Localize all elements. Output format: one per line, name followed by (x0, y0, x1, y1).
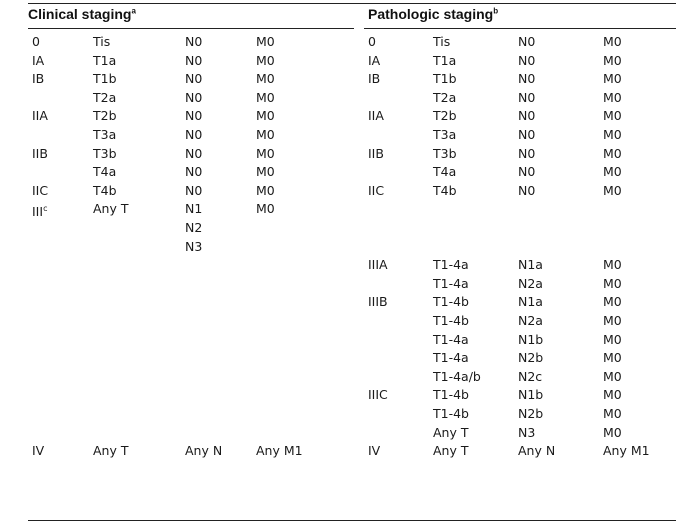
table-row (0, 442, 700, 460)
pathologic-n-cell (518, 126, 535, 144)
pathologic-m-cell (603, 256, 622, 274)
pathologic-n-text: N0 (518, 127, 536, 142)
pathologic-m-cell (603, 424, 622, 442)
pathologic-stage-text: IIC (368, 182, 385, 198)
pathologic-n-text: N0 (518, 108, 536, 124)
pathologic-stage-text: IIA (368, 108, 384, 124)
clinical-n-text: N1 (185, 201, 203, 217)
clinical-m-cell (256, 70, 275, 88)
clinical-m-text: M0 (256, 182, 275, 198)
clinical-m-text: M0 (256, 52, 275, 68)
pathologic-t-text: T3b (433, 145, 457, 161)
pathologic-m-text: M0 (603, 368, 622, 384)
table-row (0, 145, 700, 163)
clinical-n-text: N0 (185, 145, 203, 161)
pathologic-staging-footnote-mark: b (493, 6, 499, 16)
pathologic-m-cell (603, 405, 622, 423)
pathologic-stage-cell (368, 386, 388, 404)
pathologic-t-cell (433, 442, 468, 460)
pathologic-n-cell (518, 368, 542, 386)
pathologic-t-text: T1-4a (433, 257, 469, 273)
pathologic-n-cell (518, 293, 543, 311)
table-row (0, 238, 700, 256)
pathologic-n-text: N1b (518, 387, 544, 403)
clinical-n-text: N0 (185, 89, 203, 105)
pathologic-n-text: N1b (518, 331, 544, 347)
clinical-n-cell (185, 163, 202, 181)
clinical-n-cell (185, 52, 202, 70)
clinical-n-cell (185, 126, 202, 144)
pathologic-n-text: N2b (518, 350, 544, 366)
pathologic-staging-title: Pathologic staging (368, 6, 494, 22)
table-row (0, 312, 700, 330)
table-row (0, 89, 700, 107)
pathologic-n-text: N0 (518, 145, 536, 161)
pathologic-n-cell (518, 107, 535, 125)
pathologic-stage-cell (368, 33, 376, 51)
table-row (0, 126, 700, 144)
clinical-stage-text: IIC (32, 182, 49, 198)
pathologic-n-cell (518, 424, 535, 442)
pathologic-m-text: Any M1 (603, 443, 650, 459)
pathologic-m-text: M0 (603, 145, 622, 161)
pathologic-m-cell (603, 107, 622, 125)
clinical-m-text: M0 (256, 71, 275, 87)
pathologic-n-cell (518, 33, 535, 51)
pathologic-t-text: Any T (433, 443, 469, 459)
clinical-t-text: Any T (93, 201, 129, 217)
pathologic-n-cell (518, 331, 543, 349)
pathologic-staging-header (368, 6, 498, 22)
pathologic-n-text: N0 (518, 52, 536, 68)
pathologic-t-text: T1-4a (433, 350, 469, 366)
clinical-n-cell (185, 200, 202, 218)
pathologic-stage-cell (368, 256, 388, 274)
pathologic-stage-cell (368, 70, 380, 88)
pathologic-stage-cell (368, 293, 388, 311)
pathologic-t-text: T4b (433, 182, 457, 198)
pathologic-t-text: T2a (433, 89, 457, 105)
clinical-m-text: M0 (256, 164, 275, 180)
clinical-staging-footnote-mark: a (131, 6, 136, 16)
pathologic-t-cell (433, 331, 469, 349)
clinical-stage-cell (32, 145, 48, 163)
clinical-stage-text: IV (32, 443, 45, 459)
pathologic-m-text: M0 (603, 164, 622, 180)
pathologic-n-text: N1a (518, 257, 543, 273)
pathologic-n-text: N0 (518, 164, 536, 180)
pathologic-n-cell (518, 70, 535, 88)
pathologic-t-text: T3a (433, 127, 457, 142)
pathologic-t-text: T1-4b (433, 294, 469, 310)
clinical-n-cell (185, 145, 202, 163)
clinical-stage-cell (32, 182, 48, 200)
clinical-t-text: T1a (93, 52, 117, 68)
clinical-t-text: T2b (93, 108, 117, 124)
pathologic-n-cell (518, 89, 535, 107)
clinical-m-cell (256, 182, 275, 200)
pathologic-stage-text: IIIB (368, 294, 388, 310)
clinical-t-cell (93, 70, 117, 88)
clinical-t-text: Tis (93, 34, 111, 49)
pathologic-m-text: M0 (603, 424, 622, 440)
clinical-m-cell (256, 126, 275, 144)
clinical-n-cell (185, 182, 202, 200)
pathologic-n-cell (518, 405, 543, 423)
clinical-t-cell (93, 442, 128, 460)
pathologic-stage-cell (368, 52, 380, 70)
clinical-n-cell (185, 107, 202, 125)
clinical-t-cell (93, 107, 117, 125)
clinical-stage-cell (32, 107, 48, 125)
pathologic-stage-text: 0 (368, 34, 376, 49)
clinical-m-text: M0 (256, 34, 275, 49)
pathologic-m-text: M0 (603, 108, 622, 124)
pathologic-n-text: N0 (518, 34, 536, 49)
table-row (0, 293, 700, 311)
pathologic-m-cell (603, 145, 622, 163)
pathologic-n-text: N2c (518, 368, 543, 384)
clinical-m-cell (256, 442, 303, 460)
clinical-stage-text: IIB (32, 145, 48, 161)
clinical-stage-text: 0 (32, 34, 40, 49)
pathologic-n-text: N2b (518, 406, 544, 421)
pathologic-m-cell (603, 182, 622, 200)
pathologic-stage-text: IIB (368, 145, 384, 161)
clinical-t-cell (93, 200, 128, 218)
pathologic-t-text: T1-4b (433, 387, 469, 403)
clinical-staging-header (28, 6, 136, 22)
clinical-stage-text: IIA (32, 108, 48, 124)
clinical-header-rule (28, 28, 354, 29)
pathologic-m-text: M0 (603, 89, 622, 105)
pathologic-n-text: N0 (518, 71, 536, 87)
pathologic-m-cell (603, 442, 650, 460)
pathologic-t-cell (433, 163, 456, 181)
table-row (0, 405, 700, 423)
pathologic-m-text: M0 (603, 34, 622, 49)
clinical-n-text: N0 (185, 182, 203, 198)
pathologic-t-cell (433, 182, 457, 200)
pathologic-stage-text: IIIA (368, 257, 388, 273)
table-row (0, 349, 700, 367)
clinical-t-text: Any T (93, 443, 129, 459)
pathologic-t-text: T4a (433, 164, 457, 180)
pathologic-t-cell (433, 89, 456, 107)
pathologic-t-text: Any T (433, 424, 469, 440)
pathologic-n-text: N0 (518, 89, 536, 105)
pathologic-m-cell (603, 163, 622, 181)
table-row (0, 256, 700, 274)
table-row (0, 70, 700, 88)
pathologic-t-cell (433, 275, 469, 293)
clinical-n-text: N0 (185, 52, 203, 68)
pathologic-t-cell (433, 107, 457, 125)
clinical-n-text: N2 (185, 220, 203, 235)
pathologic-t-cell (433, 70, 457, 88)
clinical-n-cell (185, 70, 202, 88)
pathologic-m-text: M0 (603, 52, 622, 68)
pathologic-n-cell (518, 349, 543, 367)
clinical-stage-text: IB (32, 71, 45, 87)
clinical-m-cell (256, 52, 275, 70)
pathologic-n-text: N2a (518, 313, 543, 328)
clinical-t-text: T3a (93, 127, 117, 142)
table-row (0, 368, 700, 386)
pathologic-t-cell (433, 349, 469, 367)
table-row (0, 219, 700, 237)
pathologic-stage-cell (368, 107, 384, 125)
clinical-stage-cell (32, 33, 40, 51)
clinical-t-text: T2a (93, 89, 117, 105)
clinical-n-cell (185, 89, 202, 107)
clinical-t-text: T4a (93, 164, 117, 180)
pathologic-n-cell (518, 312, 543, 330)
pathologic-m-text: M0 (603, 313, 622, 328)
pathologic-n-cell (518, 442, 555, 460)
pathologic-m-cell (603, 52, 622, 70)
table-row (0, 200, 700, 218)
pathologic-t-text: T2b (433, 108, 457, 124)
pathologic-m-text: M0 (603, 387, 622, 403)
clinical-n-text: N0 (185, 108, 203, 124)
pathologic-t-text: Tis (433, 34, 451, 49)
pathologic-stage-text: IB (368, 71, 381, 87)
table-row (0, 33, 700, 51)
clinical-n-cell (185, 442, 222, 460)
clinical-stage-cell (32, 70, 44, 88)
clinical-m-text: M0 (256, 127, 275, 142)
pathologic-stage-text: IIIC (368, 387, 388, 403)
clinical-m-text: M0 (256, 89, 275, 105)
pathologic-m-cell (603, 89, 622, 107)
pathologic-m-cell (603, 368, 622, 386)
clinical-t-text: T1b (93, 71, 117, 87)
clinical-t-cell (93, 33, 110, 51)
pathologic-t-cell (433, 424, 468, 442)
pathologic-n-text: N2a (518, 275, 543, 291)
clinical-t-cell (93, 52, 116, 70)
clinical-t-cell (93, 163, 116, 181)
pathologic-n-text: N1a (518, 294, 543, 310)
pathologic-m-text: M0 (603, 294, 622, 310)
clinical-stage-text: III (32, 204, 44, 220)
clinical-t-cell (93, 182, 117, 200)
pathologic-n-text: N3 (518, 424, 536, 440)
clinical-t-cell (93, 145, 117, 163)
pathologic-n-text: Any N (518, 443, 556, 459)
pathologic-n-text: N0 (518, 182, 536, 198)
clinical-staging-title: Clinical staging (28, 6, 132, 22)
clinical-m-cell (256, 89, 275, 107)
pathologic-n-cell (518, 182, 535, 200)
clinical-n-cell (185, 219, 202, 237)
pathologic-t-text: T1-4b (433, 313, 469, 328)
pathologic-m-text: M0 (603, 257, 622, 273)
clinical-t-cell (93, 126, 116, 144)
pathologic-m-text: M0 (603, 71, 622, 87)
pathologic-t-cell (433, 368, 481, 386)
clinical-stage-cell (32, 442, 44, 460)
pathologic-m-text: M0 (603, 182, 622, 198)
clinical-stage-cell (32, 52, 44, 70)
clinical-m-text: M0 (256, 108, 275, 124)
pathologic-m-cell (603, 126, 622, 144)
clinical-n-text: N0 (185, 127, 203, 142)
pathologic-m-cell (603, 33, 622, 51)
pathologic-stage-cell (368, 145, 384, 163)
pathologic-m-text: M0 (603, 350, 622, 366)
clinical-m-text: M0 (256, 145, 275, 161)
table-row (0, 424, 700, 442)
clinical-n-cell (185, 238, 202, 256)
clinical-m-cell (256, 163, 275, 181)
clinical-n-cell (185, 33, 202, 51)
pathologic-header-rule (364, 28, 676, 29)
clinical-t-cell (93, 89, 116, 107)
pathologic-t-cell (433, 256, 469, 274)
pathologic-m-cell (603, 331, 622, 349)
pathologic-t-cell (433, 312, 469, 330)
table-row (0, 182, 700, 200)
pathologic-t-text: T1-4b (433, 406, 469, 421)
table-row (0, 163, 700, 181)
pathologic-n-cell (518, 256, 543, 274)
pathologic-n-cell (518, 386, 543, 404)
pathologic-n-cell (518, 145, 535, 163)
pathologic-t-text: T1a (433, 52, 457, 68)
pathologic-t-cell (433, 405, 469, 423)
pathologic-t-text: T1-4a (433, 275, 469, 291)
clinical-m-cell (256, 33, 275, 51)
pathologic-n-cell (518, 52, 535, 70)
pathologic-m-cell (603, 349, 622, 367)
pathologic-n-cell (518, 275, 543, 293)
clinical-m-cell (256, 107, 275, 125)
clinical-n-text: N0 (185, 34, 203, 49)
pathologic-stage-text: IV (368, 443, 381, 459)
pathologic-m-cell (603, 312, 622, 330)
clinical-n-text: N0 (185, 71, 203, 87)
table-row (0, 386, 700, 404)
pathologic-m-cell (603, 386, 622, 404)
table-top-rule (28, 3, 676, 4)
clinical-stage-text: IA (32, 52, 45, 68)
table-row (0, 331, 700, 349)
pathologic-m-text: M0 (603, 406, 622, 421)
pathologic-stage-cell (368, 442, 380, 460)
clinical-m-cell (256, 145, 275, 163)
table-row (0, 107, 700, 125)
stage-footnote-mark: c (43, 204, 48, 214)
pathologic-t-cell (433, 33, 450, 51)
pathologic-t-cell (433, 126, 456, 144)
pathologic-t-cell (433, 52, 456, 70)
pathologic-stage-text: IA (368, 52, 381, 68)
pathologic-m-text: M0 (603, 275, 622, 291)
table-row (0, 275, 700, 293)
clinical-n-text: N0 (185, 164, 203, 180)
clinical-n-text: Any N (185, 443, 223, 459)
pathologic-t-cell (433, 293, 469, 311)
clinical-m-text: M0 (256, 201, 275, 217)
pathologic-t-cell (433, 386, 469, 404)
clinical-t-text: T3b (93, 145, 117, 161)
clinical-n-text: N3 (185, 238, 203, 254)
pathologic-t-text: T1-4a (433, 331, 469, 347)
table-bottom-rule (28, 520, 676, 521)
pathologic-n-cell (518, 163, 535, 181)
pathologic-m-cell (603, 275, 622, 293)
pathologic-t-text: T1b (433, 71, 457, 87)
pathologic-m-text: M0 (603, 127, 622, 142)
clinical-t-text: T4b (93, 182, 117, 198)
pathologic-m-text: M0 (603, 331, 622, 347)
pathologic-m-cell (603, 293, 622, 311)
pathologic-m-cell (603, 70, 622, 88)
pathologic-t-cell (433, 145, 457, 163)
clinical-m-text: Any M1 (256, 443, 303, 459)
pathologic-stage-cell (368, 182, 384, 200)
table-row (0, 52, 700, 70)
clinical-m-cell (256, 200, 275, 218)
pathologic-t-text: T1-4a/b (433, 368, 481, 384)
